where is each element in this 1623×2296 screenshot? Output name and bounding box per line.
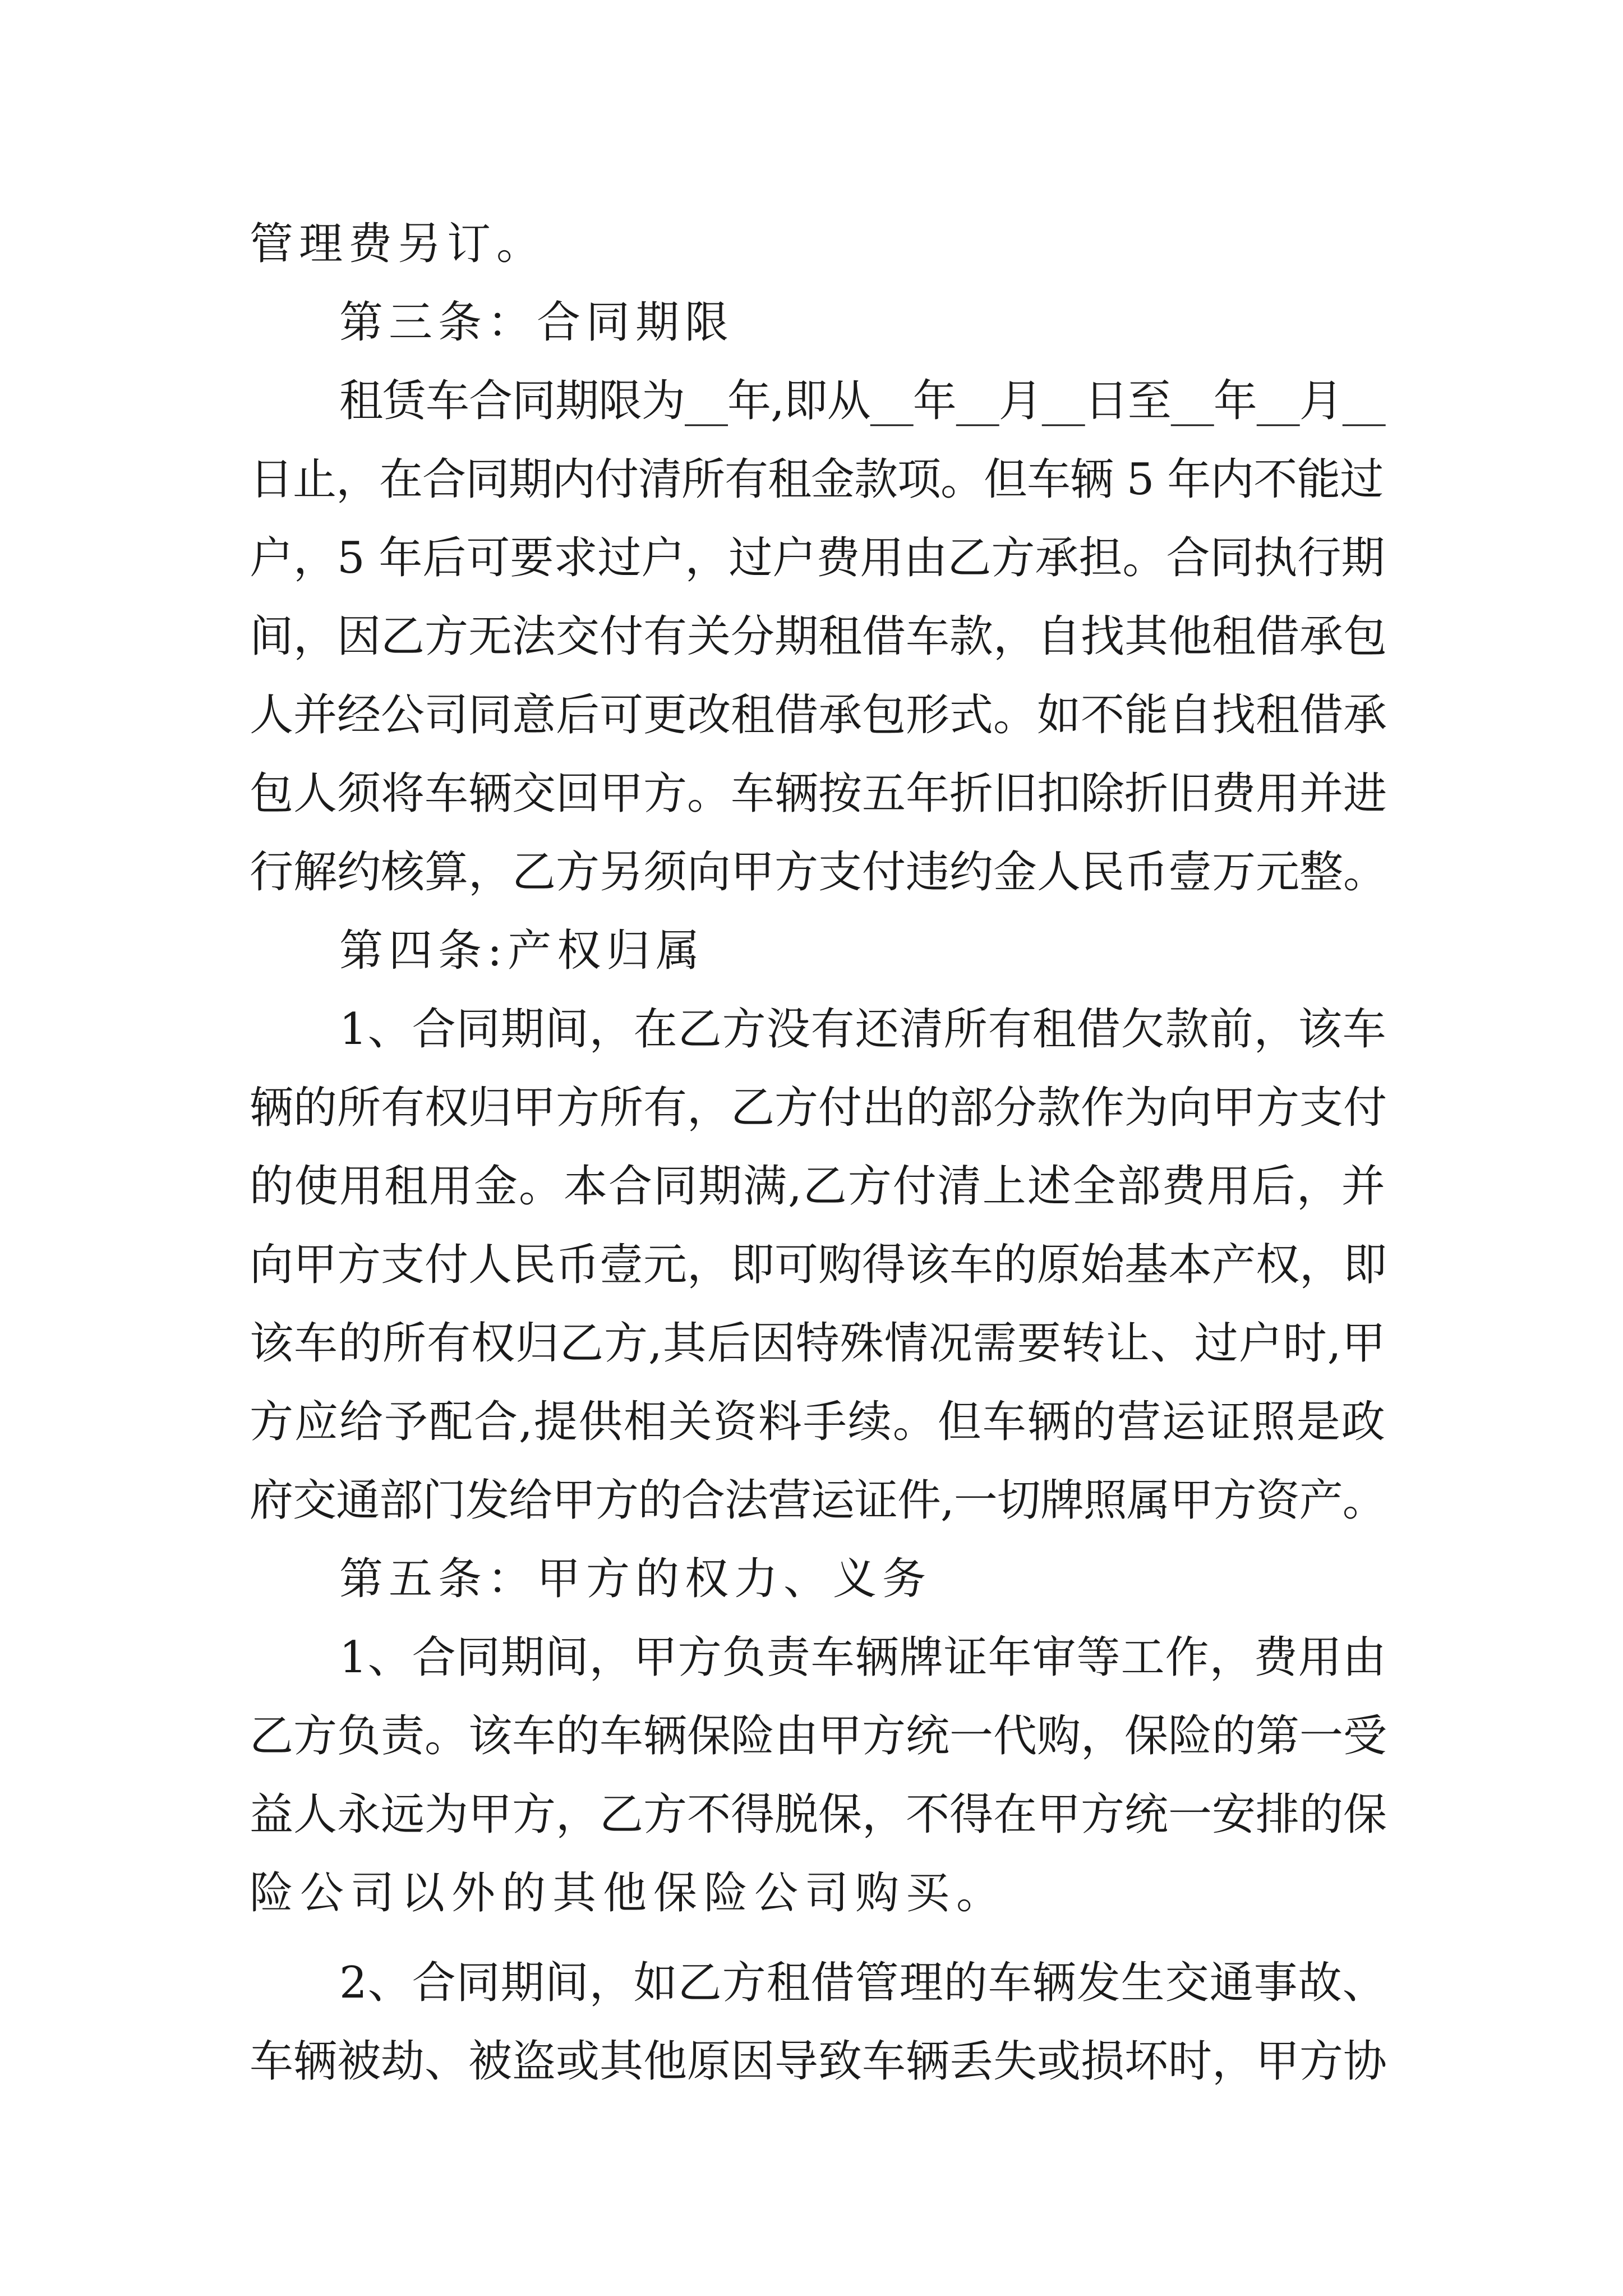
- section-heading: 第三条：合同期限: [339, 297, 735, 348]
- paragraph-line: 1、合同期间，在乙方没有还清所有租借欠款前，该车: [339, 1004, 1387, 1055]
- paragraph-line: 车辆被劫、被盗或其他原因导致车辆丢失或损坏时，甲方协: [250, 2036, 1387, 2087]
- paragraph-line: 辆的所有权归甲方所有，乙方付出的部分款作为向甲方支付: [250, 1083, 1387, 1133]
- paragraph-line: 乙方负责。该车的车辆保险由甲方统一代购，保险的第一受: [250, 1711, 1387, 1761]
- paragraph-line: 的使用租用金。本合同期满,乙方付清上述全部费用后，并: [250, 1161, 1386, 1212]
- paragraph-line: 府交通部门发给甲方的合法营运证件,一切牌照属甲方资产。: [250, 1475, 1386, 1526]
- paragraph-line: 人并经公司同意后可更改租借承包形式。如不能自找租借承: [250, 690, 1387, 740]
- paragraph-line: 租赁车合同期限为__年,即从__年__月__日至__年__月__: [339, 376, 1385, 426]
- section-heading: 第五条：甲方的权力、义务: [339, 1554, 932, 1604]
- paragraph-line: 包人须将车辆交回甲方。车辆按五年折旧扣除折旧费用并进: [250, 769, 1387, 819]
- section-heading: 第四条:产权归属: [339, 926, 706, 976]
- paragraph-line: 1、合同期间，甲方负责车辆牌证年审等工作，费用由: [339, 1632, 1387, 1683]
- paragraph-line: 管理费另订。: [250, 219, 546, 269]
- paragraph-line: 户，5 年后可要求过户，过户费用由乙方承担。合同执行期: [250, 533, 1385, 583]
- paragraph-line: 行解约核算，乙方另须向甲方支付违约金人民币壹万元整。: [250, 847, 1387, 898]
- paragraph-line: 险公司以外的其他保险公司购买。: [250, 1868, 1007, 1918]
- paragraph-line: 向甲方支付人民币壹元，即可购得该车的原始基本产权，即: [250, 1240, 1387, 1290]
- paragraph-line: 间，因乙方无法交付有关分期租借车款，自找其他租借承包: [250, 611, 1387, 662]
- paragraph-line: 日止，在合同期内付清所有租金款项。但车辆 5 年内不能过: [250, 454, 1384, 505]
- paragraph-line: 方应给予配合,提供相关资料手续。但车辆的营运证照是政: [250, 1397, 1386, 1447]
- paragraph-line: 2、合同期间，如乙方租借管理的车辆发生交通事故、: [339, 1958, 1387, 2008]
- paragraph-line: 益人永远为甲方，乙方不得脱保，不得在甲方统一安排的保: [250, 1789, 1387, 1840]
- paragraph-line: 该车的所有权归乙方,其后因特殊情况需要转让、过户时,甲: [250, 1318, 1386, 1369]
